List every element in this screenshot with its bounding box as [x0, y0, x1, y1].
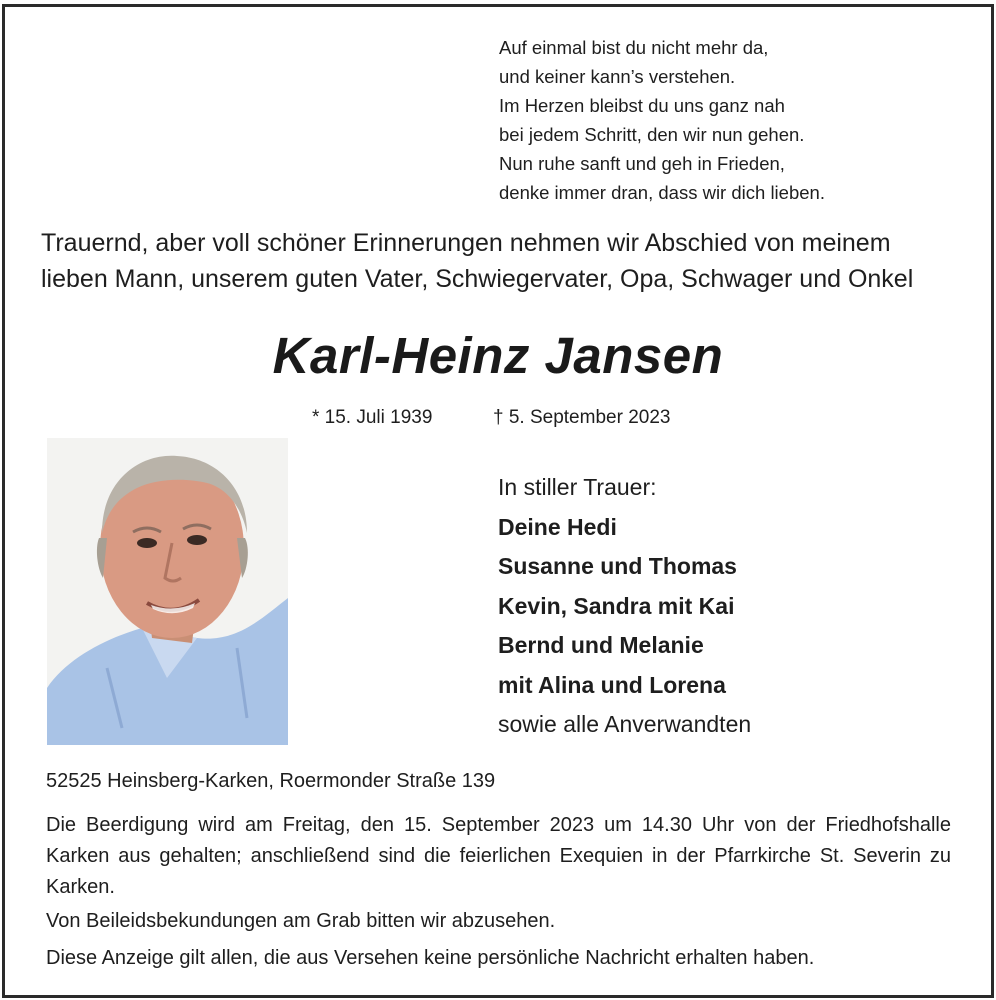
- mourners-closing: sowie alle Anverwandten: [498, 711, 752, 737]
- mourner-name: Bernd und Melanie: [498, 632, 704, 658]
- poem-line: denke immer dran, dass wir dich lieben.: [499, 182, 825, 203]
- portrait-photo: [47, 438, 288, 745]
- notice-note: Diese Anzeige gilt allen, die aus Versehen keine persönliche Nachricht erhalten haben.: [46, 947, 815, 969]
- mourners-block: [498, 468, 751, 745]
- address: 52525 Heinsberg-Karken, Roermonder Straße 139: [46, 770, 496, 792]
- death-date: † 5. September 2023: [493, 407, 671, 428]
- poem-line: bei jedem Schritt, den wir nun gehen.: [499, 124, 805, 145]
- mourners-heading: In stiller Trauer:: [498, 474, 657, 500]
- poem: [499, 33, 825, 207]
- poem-line: Auf einmal bist du nicht mehr da,: [499, 37, 769, 58]
- funeral-details: Die Beerdigung wird am Freitag, den 15. September 2023 um 14.30 Uhr von der Friedhofshalle Karken aus gehalten; anschließend sind die feierlichen Exequien in der Pfarrkirche St. Severin zu Karken.: [46, 814, 951, 898]
- poem-line: Nun ruhe sanft und geh in Frieden,: [499, 153, 785, 174]
- intro-text: [41, 225, 913, 297]
- intro-line: Trauernd, aber voll schöner Erinnerungen nehmen wir Abschied von meinem: [41, 229, 891, 257]
- mourner-name: mit Alina und Lorena: [498, 671, 726, 698]
- mourner-name: Deine Hedi: [498, 513, 617, 540]
- portrait-illustration: [47, 438, 288, 745]
- poem-line: Im Herzen bleibst du uns ganz nah: [499, 95, 785, 116]
- intro-line: lieben Mann, unserem guten Vater, Schwiegervater, Opa, Schwager und Onkel: [41, 265, 914, 293]
- mourner-name: Kevin, Sandra mit Kai: [498, 592, 735, 619]
- deceased-name: Karl-Heinz Jansen: [272, 327, 724, 384]
- mourner-name: Susanne und Thomas: [498, 553, 737, 579]
- birth-date: * 15. Juli 1939: [312, 407, 433, 428]
- poem-line: und keiner kann’s verstehen.: [499, 66, 736, 87]
- condolences-note: Von Beileidsbekundungen am Grab bitten wir abzusehen.: [46, 910, 556, 932]
